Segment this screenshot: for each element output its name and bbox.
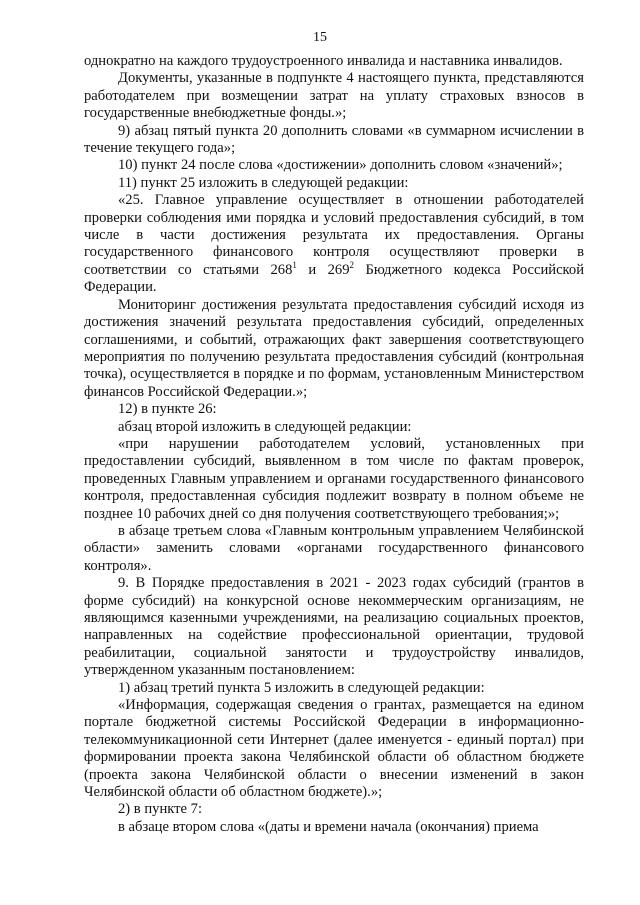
page-number: 15 — [313, 30, 327, 45]
paragraph-third-abzac: в абзаце третьем слова «Главным контрольным управлением Челябинской области» заменить словами «органами государственного финансового контроля». — [84, 522, 584, 574]
article-269-superscript: 2 — [349, 260, 355, 271]
point-25-text-c: Бюджетного кодекса Российской Федерации. — [84, 261, 585, 296]
paragraph-documents-note: Документы, указанные в подпункте 4 настоящего пункта, представляются работодателем при возмещении затрат на уплату страховых взносов в государственные внебюджетные фонды.»; — [84, 70, 584, 122]
paragraph-item-12: 12) в пункте 26: — [118, 401, 217, 418]
paragraph-item-10: 10) пункт 24 после слова «достижении» дополнить словом «значений»; — [118, 157, 563, 174]
paragraph-section-9: 9. В Порядке предоставления в 2021 - 2023 годах субсидий (грантов в форме субсидий) на конкурсной основе некоммерческим организациям, не являющимся казенными учреждениями, на реализацию социальных проектов, направленных на содействие профессиональной ориентации, трудовой реабилитации, социальной занятости и трудоустройству инвалидов, утвержденном указанным постановлением: — [84, 575, 584, 679]
paragraph-continuation: однократно на каждого трудоустроенного инвалида и наставника инвалидов. — [84, 53, 563, 69]
paragraph-second-abzac: абзац второй изложить в следующей редакции: — [118, 418, 412, 435]
paragraph-last-line: в абзаце втором слова «(даты и времени начала (окончания) приема — [118, 818, 539, 835]
paragraph-point-25 — [84, 192, 584, 296]
point-25-text-b: и 269 — [296, 261, 350, 278]
paragraph-violation: «при нарушении работодателем условий, установленных при предоставлении субсидий, выявленном в том числе по фактам проверок, проведенных Главным управлением и органами государственного финансового контроля, предоставленная субсидия подлежит возврату в полном объеме не позднее 10 рабочих дней со дня получения соответствующего требования;»; — [84, 435, 584, 522]
paragraph-subitem-1: 1) абзац третий пункта 5 изложить в следующей редакции: — [118, 679, 485, 696]
document-body — [84, 53, 584, 836]
paragraph-item-9: 9) абзац пятый пункта 20 дополнить словами «в суммарном исчислении в течение текущего года»; — [84, 122, 584, 157]
paragraph-monitoring: Мониторинг достижения результата предоставления субсидий исходя из достижения значений результата предоставления субсидий, определенных соглашениями, и событий, отражающих факт завершения соответствующего мероприятия по получению результата предоставления субсидий (контрольная точка), осуществляется в порядке и по формам, установленным Министерством финансов Российской Федерации.»; — [84, 296, 584, 400]
paragraph-grants-info: «Информация, содержащая сведения о грантах, размещается на едином портале бюджетной системы Российской Федерации в информационно-телекоммуникационной сети Интернет (далее именуется - единый портал) при формировании проекта закона Челябинской области об областном бюджете (проекта закона Челябинской области о внесении изменений в закон Челябинской области об областном бюджете).»; — [84, 697, 584, 801]
paragraph-item-11: 11) пункт 25 изложить в следующей редакции: — [118, 174, 409, 191]
point-25-text-a: «25. Главное управление осуществляет в отношении работодателей проверки соблюдения ими порядка и условий предоставления субсидий, в том числе в части достижения результата их предоставления. Органы государственного финансового контроля осуществляют проверки в соответствии со статьями 268 — [84, 192, 584, 278]
paragraph-subitem-2: 2) в пункте 7: — [118, 801, 203, 818]
article-268-superscript: 1 — [292, 260, 297, 271]
